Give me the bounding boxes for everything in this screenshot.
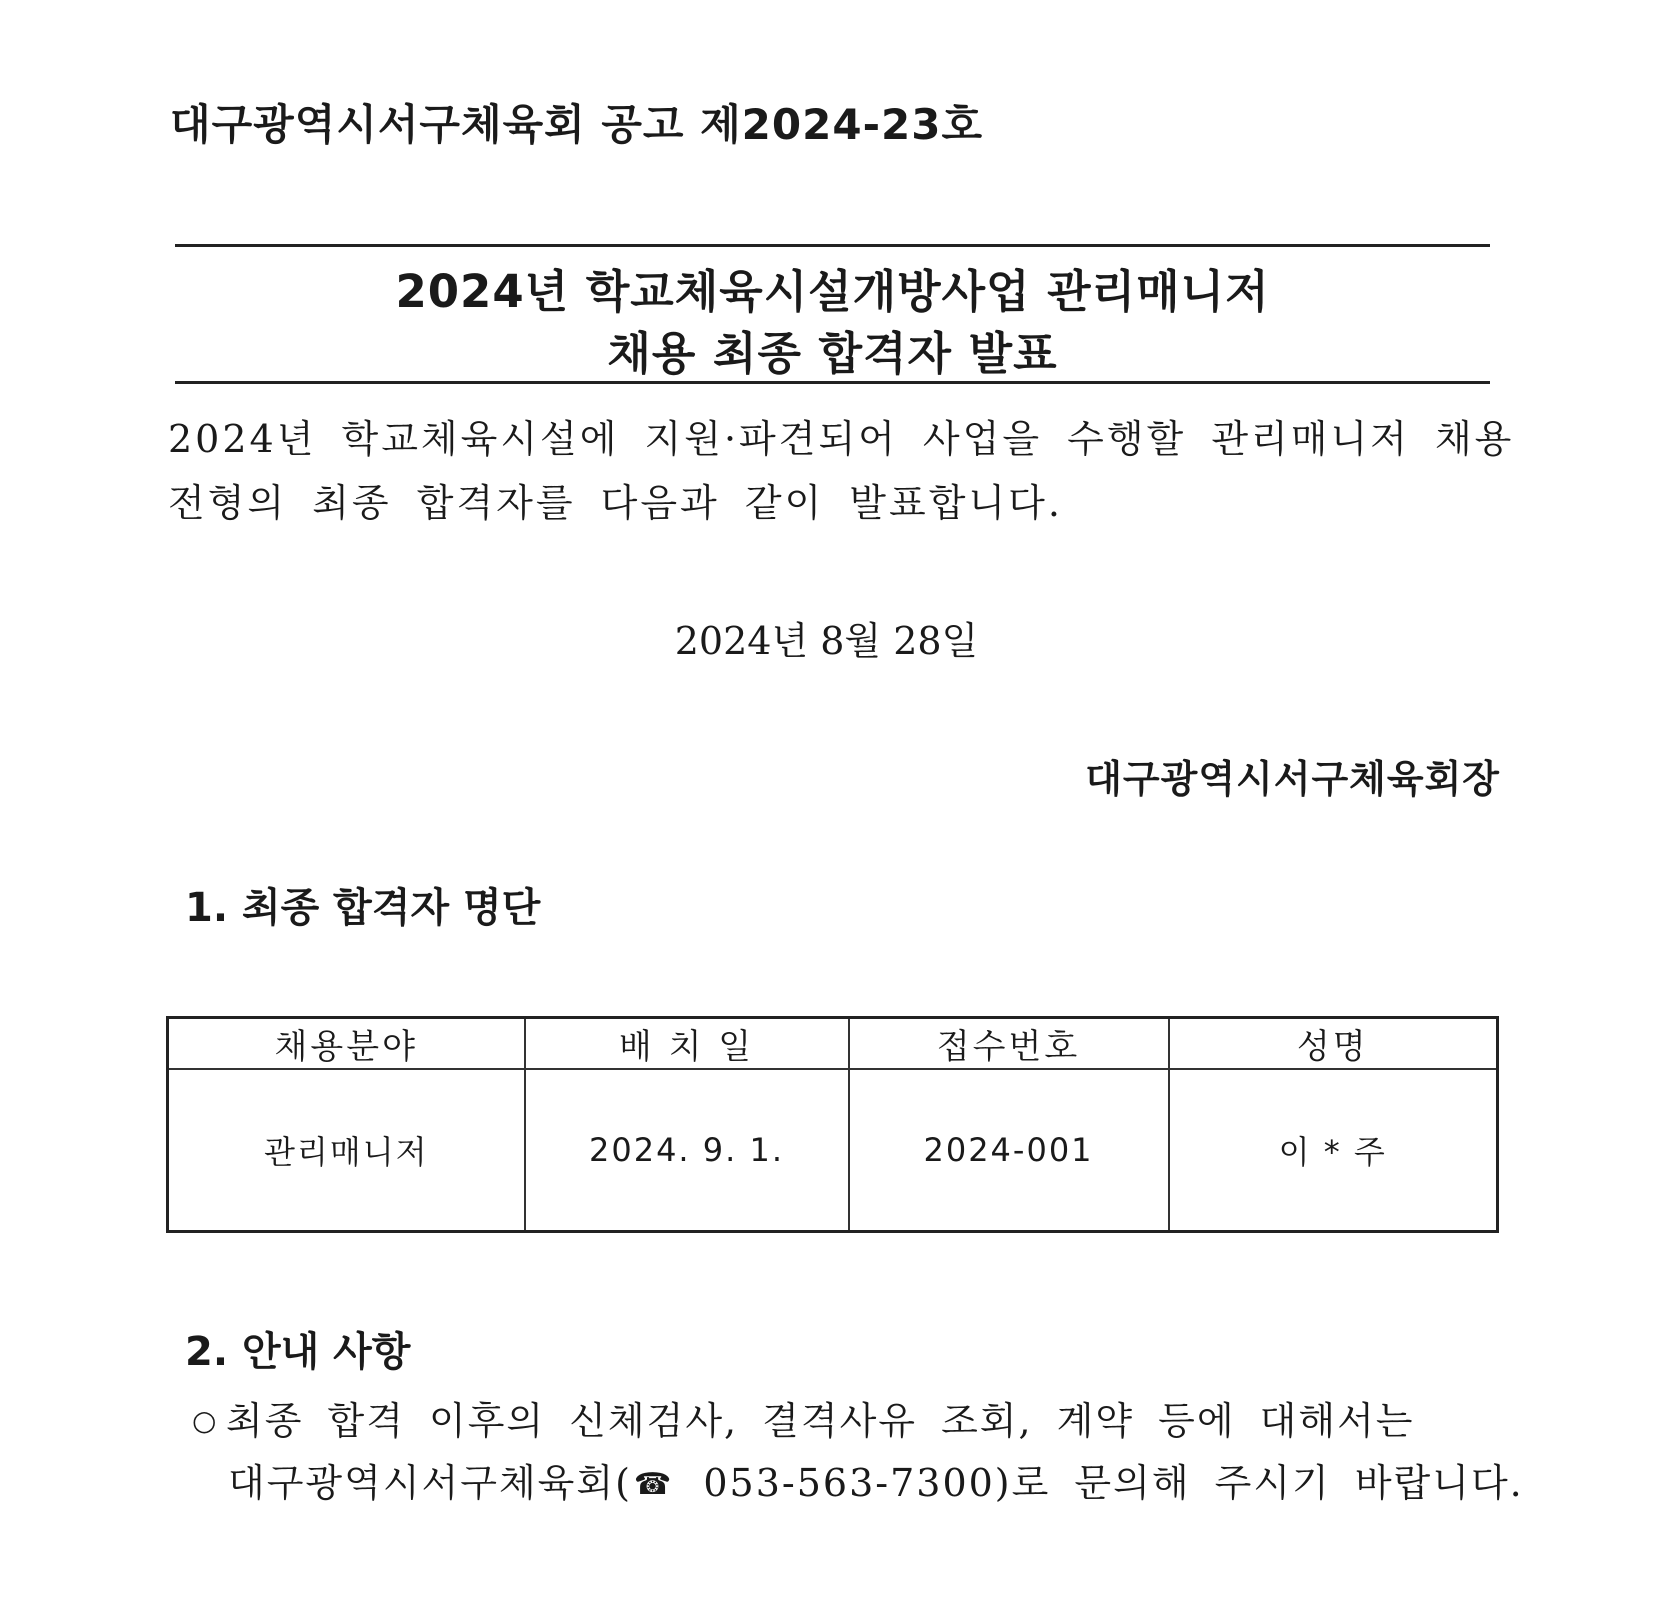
guidance-line-1: [192, 1390, 1415, 1445]
header-name: 성명: [1169, 1018, 1498, 1070]
header-placement-date: 배 치 일: [525, 1018, 849, 1070]
cell-field: 관리매니저: [168, 1069, 525, 1232]
final-candidates-table: [166, 1016, 1499, 1233]
section-1-title: 1. 최종 합격자 명단: [185, 885, 541, 931]
guidance-text-2-suffix: 053-563-7300)로 문의해 주시기 바랍니다.: [679, 1461, 1524, 1505]
title-line-2: 채용 최종 합격자 발표: [607, 327, 1058, 380]
cell-placement-date: 2024. 9. 1.: [525, 1069, 849, 1232]
issuer-signature: 대구광역시서구체육회장: [1085, 757, 1500, 801]
cell-name: 이 * 주: [1169, 1069, 1498, 1232]
header-field: 채용분야: [168, 1018, 525, 1070]
intro-line-1: 2024년 학교체육시설에 지원·파견되어 사업을 수행할 관리매니저 채용: [168, 417, 1515, 461]
table-row: [168, 1069, 1498, 1232]
guidance-text-1: 최종 합격 이후의 신체검사, 결격사유 조회, 계약 등에 대해서는: [226, 1399, 1415, 1443]
intro-line-2: 전형의 최종 합격자를 다음과 같이 발표합니다.: [168, 481, 1063, 525]
phone-icon: ☎: [633, 1467, 674, 1502]
guidance-line-2: [228, 1452, 1524, 1507]
cell-application-number: 2024-001: [849, 1069, 1169, 1232]
table-header-row: [168, 1018, 1498, 1070]
header-application-number: 접수번호: [849, 1018, 1169, 1070]
notice-number: 대구광역시서구체육회 공고 제2024-23호: [170, 100, 984, 149]
section-2-title: 2. 안내 사항: [185, 1329, 411, 1375]
bullet-circle-icon: ○: [192, 1404, 219, 1437]
title-block: [175, 244, 1490, 384]
title-line-1: 2024년 학교체육시설개방사업 관리매니저: [395, 265, 1270, 318]
guidance-text-2-prefix: 대구광역시서구체육회(: [228, 1461, 632, 1505]
announcement-date: 2024년 8월 28일: [674, 619, 979, 663]
